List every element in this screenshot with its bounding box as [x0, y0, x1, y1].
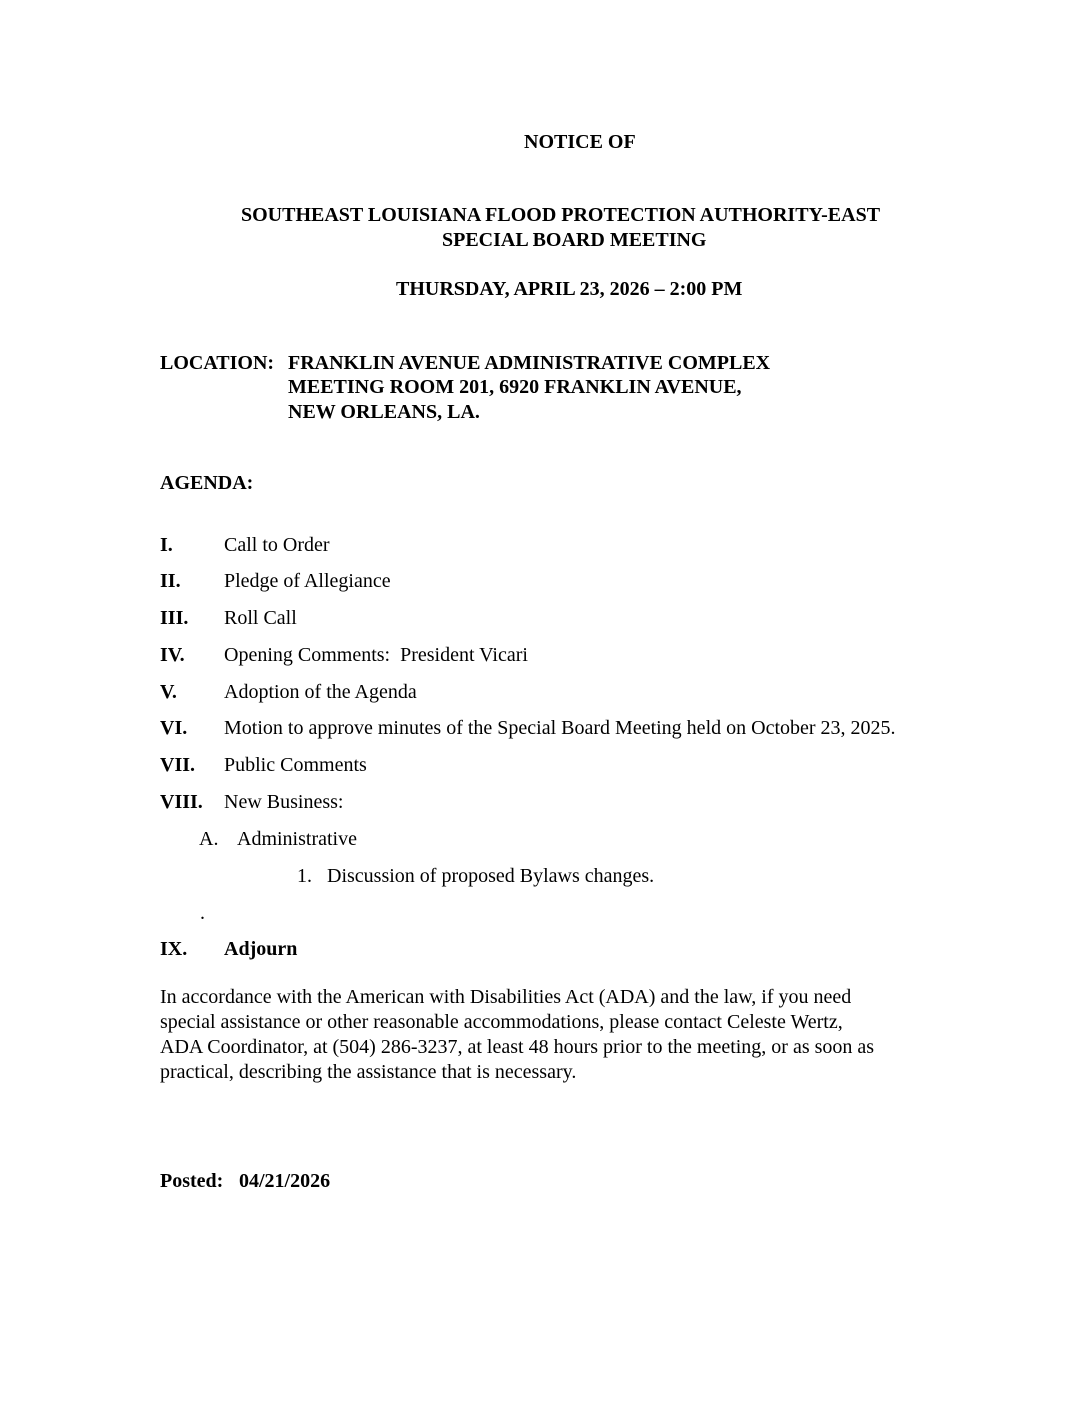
agenda-item-number: IV.	[160, 644, 185, 666]
agenda-item-number: I.	[160, 534, 173, 556]
agenda-item-text: Roll Call	[224, 607, 297, 629]
agenda-item-text: Pledge of Allegiance	[224, 570, 391, 592]
agenda-title: AGENDA:	[160, 472, 254, 494]
agenda-item-number: VI.	[160, 717, 188, 739]
ada-notice-line: special assistance or other reasonable accommodations, please contact Celeste Wertz,	[160, 1011, 843, 1033]
adjourn-number: IX.	[160, 938, 188, 960]
ada-notice-line: practical, describing the assistance that is necessary.	[160, 1061, 577, 1083]
sub-item-letter: A.	[199, 828, 219, 850]
sub-sub-item-text: Discussion of proposed Bylaws changes.	[327, 865, 655, 887]
agenda-item-number: II.	[160, 570, 181, 592]
sub-item-label: Administrative	[237, 828, 357, 850]
agenda-item-text: Adoption of the Agenda	[224, 681, 417, 703]
agenda-item-text: Call to Order	[224, 534, 330, 556]
agenda-item-number: VII.	[160, 754, 196, 776]
agenda-item-number: III.	[160, 607, 189, 629]
ada-notice-line: ADA Coordinator, at (504) 286-3237, at least 48 hours prior to the meeting, or as soon as	[160, 1036, 875, 1058]
agenda-item-text: Public Comments	[224, 754, 367, 776]
meeting-datetime: THURSDAY, APRIL 23, 2026 – 2:00 PM	[396, 278, 743, 300]
agenda-item-number: VIII.	[160, 791, 203, 813]
ada-notice-line: In accordance with the American with Disabilities Act (ADA) and the law, if you need	[160, 986, 852, 1008]
ada-notice	[160, 985, 960, 1085]
posted-date: 04/21/2026	[239, 1170, 331, 1192]
organization-name: SOUTHEAST LOUISIANA FLOOD PROTECTION AUTHORITY-EAST	[241, 204, 881, 226]
agenda-item-text: Motion to approve minutes of the Special Board Meeting held on October 23, 2025.	[224, 717, 896, 739]
posted-label: Posted:	[160, 1170, 224, 1192]
location-line-3: NEW ORLEANS, LA.	[288, 401, 480, 423]
agenda-item-text: Opening Comments: President Vicari	[224, 644, 528, 666]
sub-sub-item-number: 1.	[297, 865, 312, 887]
notice-heading: NOTICE OF	[524, 131, 636, 153]
agenda-item-text: New Business:	[224, 791, 344, 813]
location-label: LOCATION:	[160, 352, 275, 374]
stray-dot: .	[200, 902, 205, 924]
meeting-type: SPECIAL BOARD MEETING	[442, 229, 707, 251]
agenda-item-number: V.	[160, 681, 177, 703]
adjourn-text: Adjourn	[224, 938, 298, 960]
location-line-1: FRANKLIN AVENUE ADMINISTRATIVE COMPLEX	[288, 352, 771, 374]
location-line-2: MEETING ROOM 201, 6920 FRANKLIN AVENUE,	[288, 376, 742, 398]
